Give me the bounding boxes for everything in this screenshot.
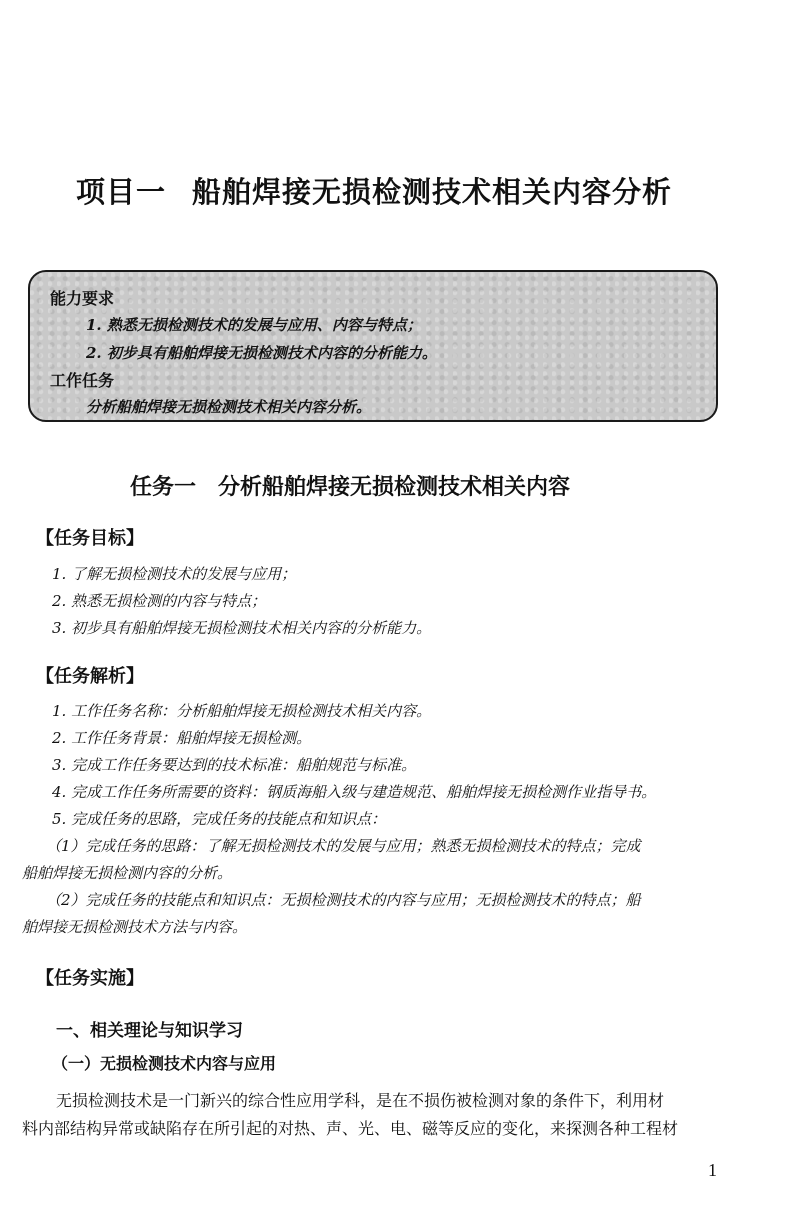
analysis-item: 5. 完成任务的思路，完成任务的技能点和知识点： xyxy=(52,810,387,828)
ability-item: 1. 熟悉无损检测技术的发展与应用、内容与特点； xyxy=(86,316,422,334)
ability-heading: 能力要求 xyxy=(50,289,115,308)
analysis-paragraph-line: （1）完成任务的思路：了解无损检测技术的发展与应用；熟悉无损检测技术的特点；完成 xyxy=(46,837,641,855)
body-text-line: 无损检测技术是一门新兴的综合性应用学科，是在不损伤被检测对象的条件下，利用材 xyxy=(56,1091,665,1110)
page-number: 1 xyxy=(708,1160,717,1180)
requirements-box xyxy=(28,270,718,422)
task-title-text: 分析船舶焊接无损检测技术相关内容 xyxy=(218,475,571,500)
work-item: 分析船舶焊接无损检测技术相关内容分析。 xyxy=(86,398,372,416)
task-label: 任务一 xyxy=(130,475,197,500)
analysis-item: 2. 工作任务背景：船舶焊接无损检测。 xyxy=(52,729,312,747)
analysis-paragraph-line: 舶焊接无损检测技术方法与内容。 xyxy=(22,918,248,936)
goal-item: 3. 初步具有船舶焊接无损检测技术相关内容的分析能力。 xyxy=(52,619,432,637)
task-implementation-heading: 【任务实施】 xyxy=(36,968,144,989)
project-label: 项目一 xyxy=(76,175,167,209)
analysis-paragraph-line: （2）完成任务的技能点和知识点：无损检测技术的内容与应用；无损检测技术的特点；船 xyxy=(46,891,641,909)
project-title xyxy=(76,170,672,211)
goal-item: 2. 熟悉无损检测的内容与特点； xyxy=(52,592,267,610)
analysis-item: 1. 工作任务名称：分析船舶焊接无损检测技术相关内容。 xyxy=(52,702,432,720)
subsection-heading: （一）无损检测技术内容与应用 xyxy=(52,1054,277,1073)
analysis-item: 3. 完成工作任务要达到的技术标准：船舶规范与标准。 xyxy=(52,756,417,774)
task-analysis-heading: 【任务解析】 xyxy=(36,666,144,687)
project-title-text: 船舶焊接无损检测技术相关内容分析 xyxy=(192,175,673,209)
ability-item: 2. 初步具有船舶焊接无损检测技术内容的分析能力。 xyxy=(86,344,437,362)
work-heading: 工作任务 xyxy=(50,371,115,390)
analysis-item: 4. 完成工作任务所需要的资料：钢质海船入级与建造规范、船舶焊接无损检测作业指导书。 xyxy=(52,783,657,801)
analysis-paragraph-line: 船舶焊接无损检测内容的分析。 xyxy=(22,864,233,882)
task-goal-heading: 【任务目标】 xyxy=(36,528,144,549)
body-text-line: 料内部结构异常或缺陷存在所引起的对热、声、光、电、磁等反应的变化，来探测各种工程材 xyxy=(22,1119,679,1138)
goal-item: 1. 了解无损检测技术的发展与应用； xyxy=(52,565,297,583)
section-heading: 一、相关理论与知识学习 xyxy=(56,1021,243,1041)
task-title xyxy=(130,470,570,501)
